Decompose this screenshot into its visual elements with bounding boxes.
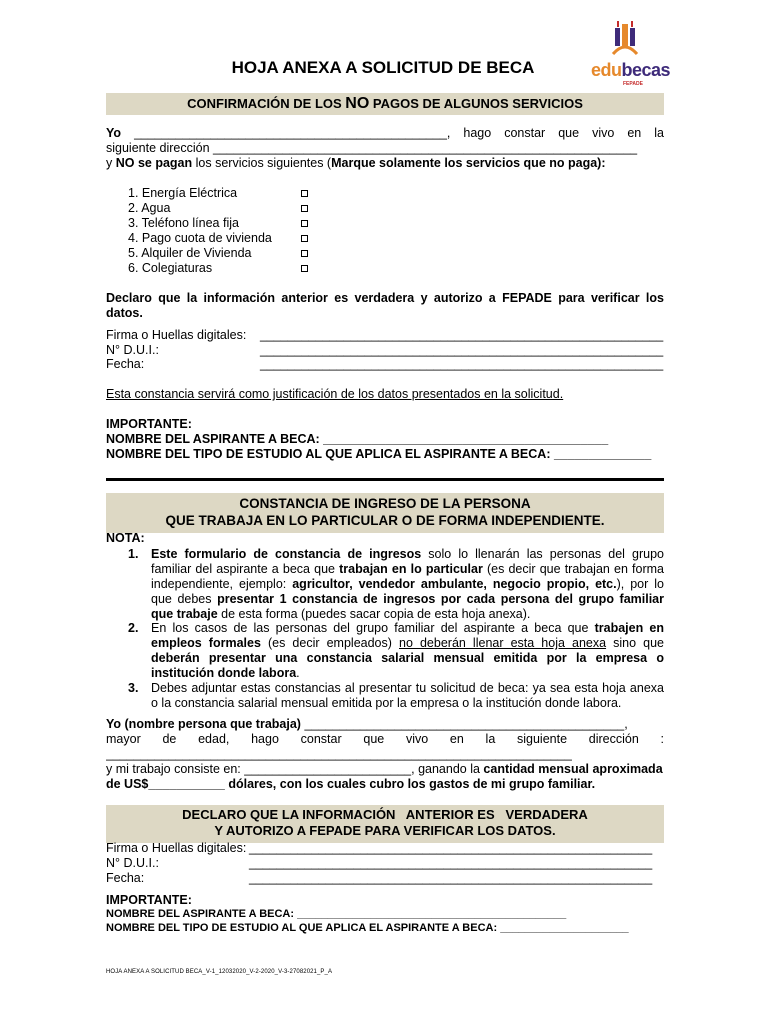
- nota-item-3: 3. Debes adjuntar estas constancias al presentar tu solicitud de beca: ya sea esta hoja anexa o la constancia salarial mensual emitida por la empresa o la institución donde labora.: [128, 681, 664, 710]
- edubecas-logo: edubecas FEPADE: [585, 20, 675, 90]
- yo-trabaja-line: Yo (nombre persona que trabaja) ______________________________________________,: [106, 717, 628, 731]
- checkbox[interactable]: [301, 265, 308, 272]
- tipo-estudio-line: NOMBRE DEL TIPO DE ESTUDIO AL QUE APLICA EL ASPIRANTE A BECA: ______________: [106, 447, 652, 461]
- service-item: 4. Pago cuota de vivienda: [128, 231, 272, 245]
- dui-label-2: N° D.U.I.:: [106, 856, 159, 870]
- nota-label: NOTA:: [106, 531, 145, 545]
- mayor-line: mayor de edad, hago constar que vivo en la siguiente dirección :: [106, 732, 664, 746]
- service-item: 1. Energía Eléctrica: [128, 186, 238, 200]
- section1-band: CONFIRMACIÓN DE LOS NO PAGOS DE ALGUNOS SERVICIOS: [106, 93, 664, 115]
- nota-item-1: 1. Este formulario de constancia de ingresos solo lo llenarán las personas del grupo familiar del aspirante a beca que trabajan en lo particular (es decir que trabajan en forma independiente, ejemplo: agricultor, vendedor ambulante, negocio propio, etc.), por lo que debes presentar 1 constancia de ingresos por cada persona del grupo familiar que trabaje de esta forma (puedes sacar copia de esta hoja anexa).: [128, 547, 665, 621]
- checkbox[interactable]: [301, 190, 308, 197]
- firma-label: Firma o Huellas digitales:: [106, 328, 247, 342]
- importante-label-2: IMPORTANTE:: [106, 893, 192, 907]
- dui-field-2[interactable]: __________________________________________________________: [249, 856, 653, 870]
- checkbox[interactable]: [301, 205, 308, 212]
- fecha-label: Fecha:: [106, 357, 145, 371]
- direccion-field[interactable]: _____________________________________________________________: [213, 141, 638, 155]
- service-item: 2. Agua: [128, 201, 171, 215]
- declaro-text: Declaro que la información anterior es verdadera y autorizo a FEPADE para verificar los datos.: [106, 291, 664, 320]
- nombre-persona-field[interactable]: ______________________________________________: [304, 717, 625, 731]
- nombre-aspirante-field[interactable]: _________________________________________: [323, 432, 609, 446]
- page-title: HOJA ANEXA A SOLICITUD DE BECA: [231, 58, 535, 77]
- dui-field[interactable]: __________________________________________________________: [260, 343, 664, 357]
- dui-label: N° D.U.I.:: [106, 343, 159, 357]
- section3-band: DECLARO QUE LA INFORMACIÓN ANTERIOR ES VERDADERA Y AUTORIZO A FEPADE PARA VERIFICAR LOS DATOS.: [106, 805, 664, 843]
- fecha-field-2[interactable]: __________________________________________________________: [249, 871, 653, 885]
- de-us-line: de US$___________ dólares, con los cuales cubro los gastos de mi grupo familiar.: [106, 777, 596, 791]
- tipo-estudio-line-2: NOMBRE DEL TIPO DE ESTUDIO AL QUE APLICA EL ASPIRANTE A BECA: _____________________: [106, 922, 629, 934]
- servicios-line: y NO se pagan los servicios siguientes (Marque solamente los servicios que no paga):: [106, 156, 606, 170]
- direccion-line: siguiente dirección _____________________________________________________________: [106, 141, 638, 155]
- constancia-text: Esta constancia servirá como justificación de los datos presentados en la solicitud.: [106, 387, 564, 401]
- section-divider: [106, 478, 664, 481]
- checkbox[interactable]: [301, 235, 308, 242]
- checkbox[interactable]: [301, 220, 308, 227]
- firma-field[interactable]: __________________________________________________________: [260, 328, 664, 342]
- address-field[interactable]: ___________________________________________________________________: [106, 747, 572, 761]
- trabajo-line: y mi trabajo consiste en: ________________________, ganando la cantidad mensual aproximada: [106, 762, 663, 776]
- nombre-aspirante-line: NOMBRE DEL ASPIRANTE A BECA: _________________________________________: [106, 432, 609, 446]
- logo-building-icon: [605, 20, 645, 60]
- service-item: 6. Colegiaturas: [128, 261, 213, 275]
- fecha-label-2: Fecha:: [106, 871, 145, 885]
- yo-name-field[interactable]: _____________________________________________: [134, 126, 447, 140]
- nota-item-2: 2. En los casos de las personas del grupo familiar del aspirante a beca que trabajen en empleos formales (es decir empleados) no deberán llenar esta hoja anexa sino que deberán presentar una constancia salarial mensual emitida por la empresa o institución donde labora.: [128, 621, 665, 680]
- trabajo-field[interactable]: ________________________: [244, 762, 412, 776]
- section2-band: CONSTANCIA DE INGRESO DE LA PERSONA QUE TRABAJA EN LO PARTICULAR O DE FORMA INDEPENDIENTE.: [106, 493, 664, 533]
- checkbox[interactable]: [301, 250, 308, 257]
- importante-label: IMPORTANTE:: [106, 417, 192, 431]
- monto-field[interactable]: ___________: [148, 777, 225, 791]
- nombre-aspirante-field-2[interactable]: ____________________________________________: [297, 908, 567, 920]
- yo-line: Yo _____________________________________________, hago constar que vivo en la: [106, 126, 664, 140]
- service-item: 3. Teléfono línea fija: [128, 216, 239, 230]
- fecha-field[interactable]: __________________________________________________________: [260, 357, 664, 371]
- tipo-estudio-field-2[interactable]: _____________________: [500, 922, 629, 934]
- tipo-estudio-field[interactable]: ______________: [553, 447, 652, 461]
- footer-code: HOJA ANEXA A SOLICITUD BECA_V-1_12032020_V-2-2020_V-3-27082021_P_A: [106, 969, 333, 975]
- nombre-aspirante-line-2: NOMBRE DEL ASPIRANTE A BECA: ____________________________________________: [106, 908, 567, 920]
- firma-field-2[interactable]: __________________________________________________________: [249, 841, 653, 855]
- service-item: 5. Alquiler de Vivienda: [128, 246, 252, 260]
- firma-label-2: Firma o Huellas digitales:: [106, 841, 247, 855]
